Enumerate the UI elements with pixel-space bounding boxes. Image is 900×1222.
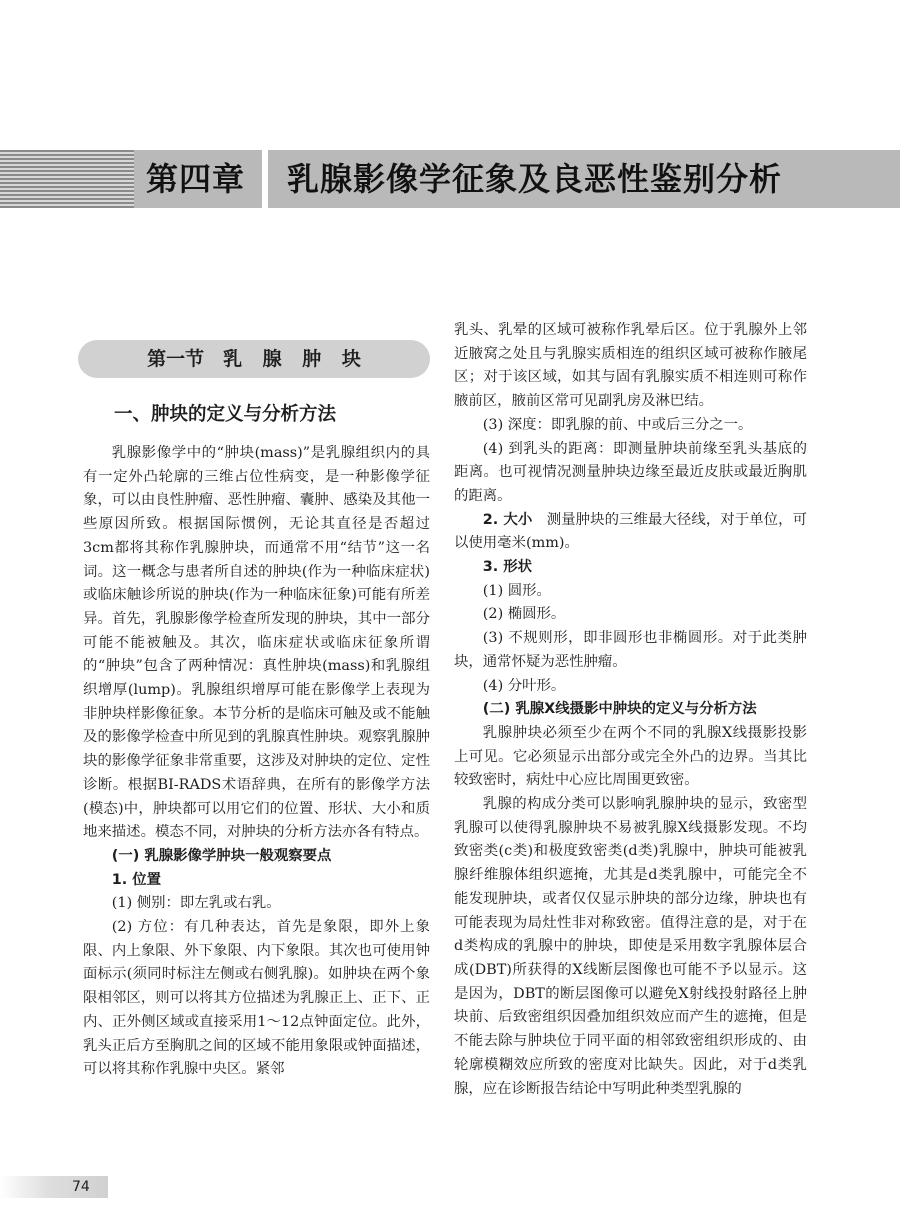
page-number: 74 [72, 1179, 90, 1195]
header-separator [262, 150, 268, 208]
paragraph: 乳腺影像学中的“肿块(mass)”是乳腺组织内的具有一定外凸轮廓的三维占位性病变，是一种影像学征象，可以由良性肿瘤、恶性肿瘤、囊肿、感染及其他一些原因所致。根据国际惯例，无论其直径是否超过3cm都将其称作乳腺肿块，而通常不用“结节”这一名词。这一概念与患者所自述的肿块(作为一种临床症状)或临床触诊所说的肿块(作为一种临床征象)可能有所差异。首先，乳腺影像学检查所发现的肿块，其中一部分可能不能被触及。其次，临床症状或临床征象所谓的“肿块”包含了两种情况：真性肿块(mass)和乳腺组织增厚(lump)。乳腺组织增厚可能在影像学上表现为非肿块样影像征象。本节分析的是临床可触及或不能触及的影像学检查中所见到的乳腺真性肿块。观察乳腺肿块的影像学征象非常重要，这涉及对肿块的定位、定性诊断。根据BI-RADS术语辞典，在所有的影像学方法(模态)中，肿块都可以用它们的位置、形状、大小和质地来描述。模态不同，对肿块的分析方法亦各有特点。 [83, 445, 430, 841]
paragraph: (2) 椭圆形。 [482, 606, 566, 623]
right-column [454, 319, 807, 1101]
chapter-title: 乳腺影像学征象及良恶性鉴别分析 [287, 160, 783, 198]
chapter-number: 第四章 [146, 160, 246, 198]
paragraph: 乳腺肿块必须至少在两个不同的乳腺X线摄影投影上可见。它必须显示出部分或完全外凸的边界。当其比较致密时，病灶中心应比周围更致密。 [454, 724, 807, 789]
heading: (二) 乳腺X线摄影中肿块的定义与分析方法 [482, 701, 757, 718]
subsection-title: 一、肿块的定义与分析方法 [114, 404, 337, 425]
paragraph: (3) 不规则形，即非圆形也非椭圆形。对于此类肿块，通常怀疑为恶性肿瘤。 [454, 630, 807, 670]
heading: (一) 乳腺影像学肿块一般观察要点 [111, 847, 332, 864]
heading: 3. 形状 [482, 559, 533, 576]
paragraph: 乳腺的构成分类可以影响乳腺肿块的显示，致密型乳腺可以使得乳腺肿块不易被乳腺X线摄影发现。不均致密类(c类)和极度致密类(d类)乳腺中，肿块可能被乳腺纤维腺体组织遮掩，尤其是d类乳腺中，可能完全不能发现肿块，或者仅仅显示肿块的部分边缘，肿块也有可能表现为局灶性非对称致密。值得注意的是，对于在d类构成的乳腺中的肿块，即使是采用数字乳腺体层合成(DBT)所获得的X线断层图像也可能不予以显示。这是因为，DBT的断层图像可以避免X射线投射路径上肿块前、后致密组织因叠加组织效应而产生的遮掩，但是不能去除与肿块位于同平面的相邻致密组织形成的、由轮廓模糊效应所致的密度对比缺失。因此，对于d类乳腺，应在诊断报告结论中写明此种类型乳腺的 [454, 796, 807, 1097]
paragraph: (4) 分叶形。 [482, 677, 566, 694]
header-stripes [0, 150, 134, 208]
paragraph: (3) 深度：即乳腺的前、中或后三分之一。 [482, 416, 753, 433]
footer-bar [0, 1176, 108, 1198]
inline-text: 测量肿块的三维最大径线，对于单位，可以使用毫米(mm)。 [454, 511, 807, 552]
paragraph: (4) 到乳头的距离：即测量肿块前缘至乳头基底的距离。也可视情况测量肿块边缘至最近皮肤或最近胸肌的距离。 [454, 440, 807, 504]
paragraph: (1) 侧别：即左乳或右乳。 [111, 895, 281, 912]
paragraph: 乳头、乳晕的区域可被称作乳晕后区。位于乳腺外上邻近腋窝之处且与乳腺实质相连的组织区域可被称作腋尾区；对于该区域，如其与固有乳腺实质不相连则可称作腋前区，腋前区常可见副乳房及淋巴结。 [454, 322, 807, 410]
left-column [83, 442, 430, 1082]
paragraph: (2) 方位：有几种表达，首先是象限，即外上象限、内上象限、外下象限、内下象限。其次也可使用钟面标示(须同时标注左侧或右侧乳腺)。如肿块在两个象限相邻区，则可以将其方位描述为乳腺正上、正下、正内、正外侧区域或直接采用1～12点钟面定位。此外，乳头正后方至胸肌之间的区域不能用象限或钟面描述，可以将其称作乳腺中央区。紧邻 [83, 919, 430, 1078]
paragraph [454, 509, 807, 556]
inline-heading: 2. 大小 [482, 511, 533, 528]
paragraph: (1) 圆形。 [482, 582, 551, 599]
heading: 1. 位置 [111, 871, 162, 888]
section-title: 第一节 乳 腺 肿 块 [78, 340, 430, 378]
